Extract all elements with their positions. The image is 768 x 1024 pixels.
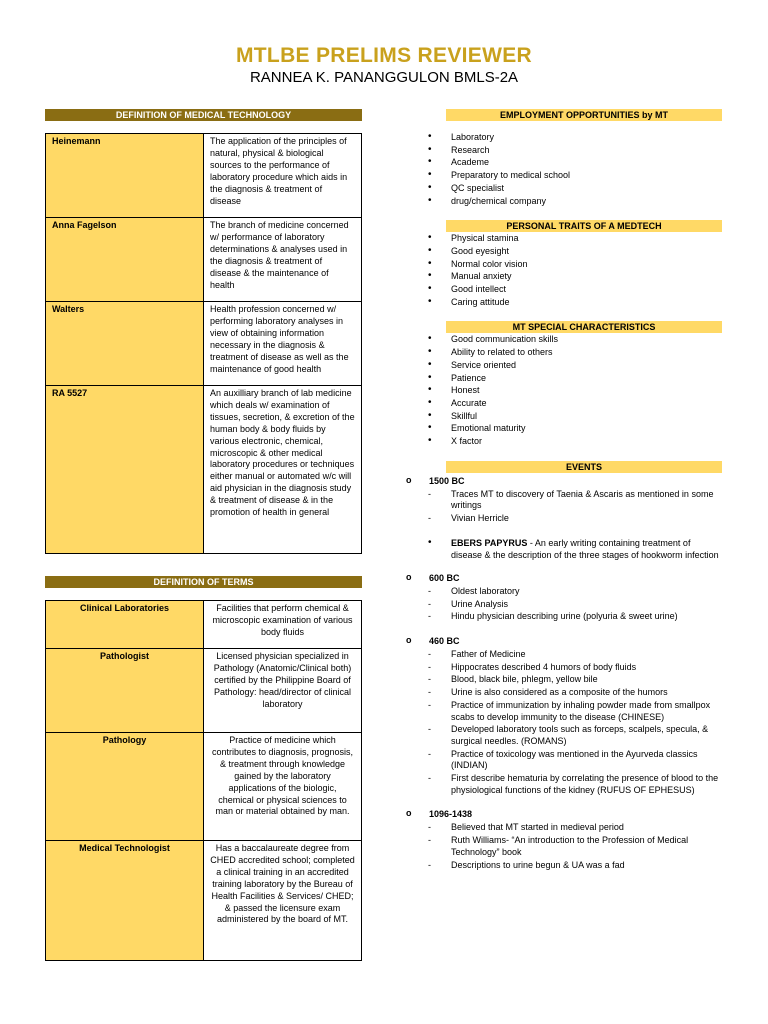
definition-terms-table xyxy=(45,600,362,961)
left-column xyxy=(45,109,362,961)
events-heading: EVENTS xyxy=(446,461,722,473)
document-subtitle: RANNEA K. PANANGGULON BMLS-2A xyxy=(249,69,519,86)
table-row xyxy=(46,601,362,649)
list-item: - Developed laboratory tools such as forceps, scalpels, specula, & surgical needles. (ROMANS) xyxy=(428,724,722,747)
desc-cell: Practice of medicine which contributes to diagnosis, prognosis, & treatment through knowledge gained by the laboratory applications of the biologic, chemical or physical sciences to man or material obtained by man. xyxy=(204,733,362,841)
event-list xyxy=(428,649,722,796)
term-cell: Walters xyxy=(46,302,204,386)
term-cell: Pathology xyxy=(46,733,204,841)
employment-heading: EMPLOYMENT OPPORTUNITIES by MT xyxy=(446,109,722,121)
list-item: • QC specialist xyxy=(428,182,722,195)
traits-heading: PERSONAL TRAITS OF A MEDTECH xyxy=(446,220,722,232)
desc-cell: Has a baccalaureate degree from CHED accredited school; completed a clinical training in an accredited training laboratory by the Bureau of Health Facilities & Services/ CHED; & passed the licensure exam administered by the board of MT. xyxy=(204,841,362,961)
list-item: - Hippocrates described 4 humors of body fluids xyxy=(428,662,722,674)
document-title: MTLBE PRELIMS REVIEWER xyxy=(236,44,532,67)
desc-cell: Health profession concerned w/ performing laboratory analyses in view of obtaining information necessary in the diagnosis & treatment of disease as well as the maintenance of good health xyxy=(204,302,362,386)
list-item: • Good eyesight xyxy=(428,245,722,258)
list-item: • Skillful xyxy=(428,410,722,423)
list-item: • Academe xyxy=(428,156,722,169)
list-item: - Practice of immunization by inhaling powder made from smallpox scabs to develop immunity to the disease (CHINESE) xyxy=(428,700,722,723)
event-year: o 460 BC xyxy=(406,635,722,647)
event-list xyxy=(428,489,722,525)
term-cell: RA 5527 xyxy=(46,386,204,554)
desc-cell: Licensed physician specialized in Pathology (Anatomic/Clinical both) certified by the Philippine Board of Pathology: head/director of clinical laboratory xyxy=(204,649,362,733)
table-row xyxy=(46,649,362,733)
term-cell: Anna Fagelson xyxy=(46,218,204,302)
list-item: • Caring attitude xyxy=(428,296,722,309)
event-list xyxy=(428,822,722,871)
list-item: • Manual anxiety xyxy=(428,270,722,283)
list-item: - Ruth Williams- “An introduction to the Profession of Medical Technology” book xyxy=(428,835,722,858)
desc-cell: The branch of medicine concerned w/ performance of laboratory determinations & analyses used in the diagnosis & treatment of disease & the maintenance of health xyxy=(204,218,362,302)
table-row xyxy=(46,134,362,218)
list-item: • Preparatory to medical school xyxy=(428,169,722,182)
table-row xyxy=(46,733,362,841)
traits-list xyxy=(428,232,722,308)
table-row xyxy=(46,841,362,961)
list-item: - Urine is also considered as a composite of the humors xyxy=(428,687,722,699)
event-list xyxy=(428,586,722,623)
list-item: • Good communication skills xyxy=(428,333,722,346)
special-list xyxy=(428,333,722,447)
list-item: • Normal color vision xyxy=(428,258,722,271)
list-item: - First describe hematuria by correlating the presence of blood to the physiological functions of the kidney (RUFUS OF EPHESUS) xyxy=(428,773,722,796)
list-item: - Father of Medicine xyxy=(428,649,722,661)
ebers-text: - An early writing containing treatment of disease & the description of the three stages of hookworm infection xyxy=(451,537,719,560)
ebers-papyrus-note xyxy=(406,537,722,561)
ebers-title: EBERS PAPYRUS xyxy=(451,537,528,548)
desc-cell: An auxilliary branch of lab medicine which deals w/ examination of tissues, secretion, & excretion of the human body & body fluids by various electronic, chemical, microscopic & other medical laboratory procedures or techniques either manual or automated w/c will aid physician in the diagnosis study & treatment of disease & in the promotion of health in general xyxy=(204,386,362,554)
desc-cell: The application of the principles of natural, physical & biological sources to the performance of laboratory procedure which aids in the diagnosis & treatment of disease xyxy=(204,134,362,218)
table-row xyxy=(46,386,362,554)
event-year: o 1500 BC xyxy=(406,475,722,487)
list-item: - Traces MT to discovery of Taenia & Ascaris as mentioned in some writings xyxy=(428,489,722,512)
list-item: • Accurate xyxy=(428,397,722,410)
list-item: - Descriptions to urine begun & UA was a fad xyxy=(428,860,722,872)
list-item: • Honest xyxy=(428,384,722,397)
list-item: • drug/chemical company xyxy=(428,195,722,208)
list-item: - Blood, black bile, phlegm, yellow bile xyxy=(428,674,722,686)
table-row xyxy=(46,302,362,386)
table-row xyxy=(46,218,362,302)
term-cell: Pathologist xyxy=(46,649,204,733)
list-item: • Patience xyxy=(428,372,722,385)
event-year: o 600 BC xyxy=(406,572,722,584)
definition-mt-heading: DEFINITION OF MEDICAL TECHNOLOGY xyxy=(45,109,362,121)
list-item: • Physical stamina xyxy=(428,232,722,245)
list-item: • Laboratory xyxy=(428,131,722,144)
term-cell: Medical Technologist xyxy=(46,841,204,961)
list-item: - Vivian Herricle xyxy=(428,513,722,525)
list-item: - Practice of toxicology was mentioned in the Ayurveda classics (INDIAN) xyxy=(428,749,722,772)
list-item: • Good intellect xyxy=(428,283,722,296)
list-item: • X factor xyxy=(428,435,722,448)
term-cell: Clinical Laboratories xyxy=(46,601,204,649)
definition-terms-heading: DEFINITION OF TERMS xyxy=(45,576,362,588)
right-column xyxy=(406,109,722,872)
event-year: o 1096-1438 xyxy=(406,808,722,820)
list-item: - Believed that MT started in medieval period xyxy=(428,822,722,834)
list-item: • Service oriented xyxy=(428,359,722,372)
employment-list xyxy=(428,131,722,207)
special-heading: MT SPECIAL CHARACTERISTICS xyxy=(446,321,722,333)
list-item: - Urine Analysis xyxy=(428,599,722,611)
list-item: - Hindu physician describing urine (polyuria & sweet urine) xyxy=(428,611,722,623)
list-item: • Emotional maturity xyxy=(428,422,722,435)
term-cell: Heinemann xyxy=(46,134,204,218)
list-item: - Oldest laboratory xyxy=(428,586,722,598)
desc-cell: Facilities that perform chemical & microscopic examination of various body fluids xyxy=(204,601,362,649)
list-item: • Research xyxy=(428,144,722,157)
list-item: • Ability to related to others xyxy=(428,346,722,359)
definition-mt-table xyxy=(45,133,362,554)
